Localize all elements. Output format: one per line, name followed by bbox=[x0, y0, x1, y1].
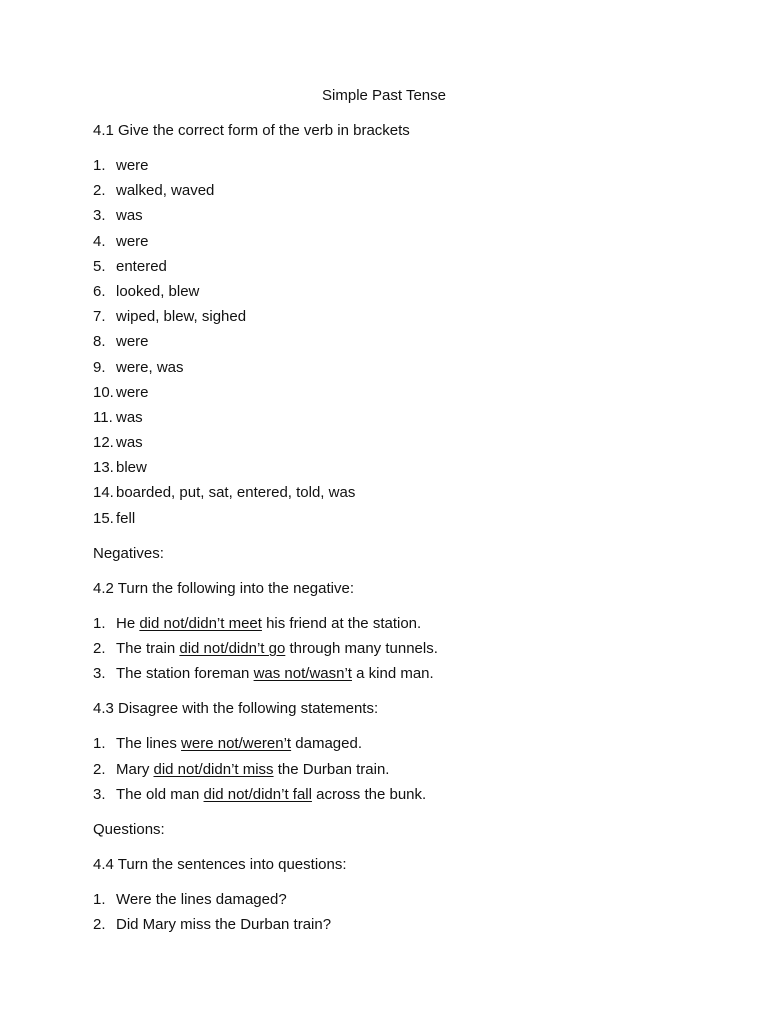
underlined-answer: did not/didn’t fall bbox=[203, 785, 312, 803]
list-item-text bbox=[116, 785, 426, 810]
list-item-text bbox=[116, 664, 434, 689]
list-item-text: was bbox=[116, 207, 143, 225]
list-item-number: 3. bbox=[93, 207, 106, 225]
list-item-number: 3. bbox=[93, 665, 106, 683]
list-item-text bbox=[116, 639, 438, 664]
section-4-1-list bbox=[93, 156, 693, 534]
section-4-3-list bbox=[93, 734, 693, 810]
list-item-number: 10. bbox=[93, 383, 114, 401]
list-item bbox=[93, 734, 693, 759]
list-item-number: 2. bbox=[93, 182, 106, 200]
sentence-start: Mary bbox=[116, 760, 154, 778]
list-item-number: 9. bbox=[93, 358, 106, 376]
list-item bbox=[93, 614, 693, 639]
list-item bbox=[93, 408, 693, 433]
list-item-text bbox=[116, 734, 362, 759]
list-item bbox=[93, 181, 693, 206]
sentence-start: The station foreman bbox=[116, 665, 254, 683]
sentence-end: through many tunnels. bbox=[285, 640, 438, 657]
list-item-text: were bbox=[116, 333, 149, 351]
sentence-end: damaged. bbox=[291, 735, 362, 753]
list-item bbox=[93, 206, 693, 231]
list-item-number: 7. bbox=[93, 308, 106, 326]
list-item-text: were, was bbox=[116, 358, 184, 376]
section-4-2-heading: 4.2 Turn the following into the negative: bbox=[93, 579, 355, 597]
sentence-end: across the bunk. bbox=[311, 785, 427, 803]
sentence-start: The train bbox=[116, 640, 180, 657]
list-item-number: 4. bbox=[93, 232, 106, 250]
section-4-2-list bbox=[93, 614, 693, 690]
list-item-number: 3. bbox=[93, 785, 106, 803]
sentence-end: his friend at the station. bbox=[261, 614, 422, 632]
list-item-number: 13. bbox=[93, 459, 114, 477]
section-4-4-heading: 4.4 Turn the sentences into questions: bbox=[93, 855, 347, 873]
sentence-end: a kind man. bbox=[351, 665, 434, 683]
list-item-number: 12. bbox=[93, 434, 114, 452]
section-4-1-heading: 4.1 Give the correct form of the verb in brackets bbox=[93, 122, 410, 139]
negatives-label: Negatives: bbox=[93, 544, 164, 562]
list-item-text: wiped, blew, sighed bbox=[116, 308, 247, 326]
list-item bbox=[93, 332, 693, 357]
list-item-number: 8. bbox=[93, 333, 106, 351]
list-item-number: 2. bbox=[93, 760, 106, 778]
list-item bbox=[93, 509, 693, 534]
document-page bbox=[93, 86, 693, 950]
list-item-text: entered bbox=[116, 257, 167, 275]
list-item bbox=[93, 433, 693, 458]
list-item-text: Were the lines damaged? bbox=[116, 890, 287, 908]
sentence-start: He bbox=[116, 614, 140, 632]
list-item-text: were bbox=[116, 157, 149, 174]
list-item-number: 2. bbox=[93, 916, 106, 934]
list-item-number: 11. bbox=[93, 408, 113, 426]
list-item bbox=[93, 664, 693, 689]
list-item bbox=[93, 483, 693, 508]
list-item-number: 5. bbox=[93, 257, 106, 275]
list-item bbox=[93, 760, 693, 785]
list-item bbox=[93, 358, 693, 383]
list-item bbox=[93, 156, 693, 181]
list-item bbox=[93, 639, 693, 664]
list-item-number: 1. bbox=[93, 157, 106, 174]
list-item-text bbox=[116, 760, 389, 785]
underlined-answer: was not/wasn’t bbox=[253, 665, 352, 683]
section-4-4-list bbox=[93, 890, 693, 940]
list-item bbox=[93, 282, 693, 307]
list-item-text: walked, waved bbox=[116, 182, 215, 200]
list-item-number: 14. bbox=[93, 484, 114, 502]
list-item-text: blew bbox=[116, 459, 147, 477]
underlined-answer: did not/didn’t go bbox=[179, 640, 286, 657]
list-item-text: Did Mary miss the Durban train? bbox=[116, 916, 332, 934]
list-item bbox=[93, 890, 693, 915]
list-item-number: 1. bbox=[93, 890, 106, 908]
sentence-end: the Durban train. bbox=[273, 760, 390, 778]
list-item bbox=[93, 307, 693, 332]
list-item-text: were bbox=[116, 383, 149, 401]
list-item-text: was bbox=[116, 434, 143, 452]
list-item-number: 2. bbox=[93, 640, 106, 657]
list-item-number: 1. bbox=[93, 735, 106, 753]
list-item bbox=[93, 915, 693, 940]
list-item-number: 1. bbox=[93, 614, 106, 632]
section-4-3-heading: 4.3 Disagree with the following statements: bbox=[93, 700, 379, 718]
list-item-text: boarded, put, sat, entered, told, was bbox=[116, 484, 356, 502]
list-item bbox=[93, 383, 693, 408]
sentence-start: The lines bbox=[116, 735, 182, 753]
underlined-answer: were not/weren’t bbox=[181, 735, 292, 753]
list-item-text bbox=[116, 614, 421, 639]
list-item bbox=[93, 458, 693, 483]
list-item-number: 15. bbox=[93, 509, 114, 527]
questions-label: Questions: bbox=[93, 820, 165, 838]
list-item bbox=[93, 232, 693, 257]
list-item-text: looked, blew bbox=[116, 282, 200, 300]
page-title: Simple Past Tense bbox=[322, 87, 446, 104]
list-item-text: fell bbox=[116, 509, 136, 527]
sentence-start: The old man bbox=[116, 785, 204, 803]
list-item-text: were bbox=[116, 232, 149, 250]
list-item bbox=[93, 785, 693, 810]
underlined-answer: did not/didn’t meet bbox=[139, 614, 262, 632]
list-item-number: 6. bbox=[93, 282, 106, 300]
list-item-text: was bbox=[116, 408, 143, 426]
underlined-answer: did not/didn’t miss bbox=[153, 760, 274, 778]
list-item bbox=[93, 257, 693, 282]
